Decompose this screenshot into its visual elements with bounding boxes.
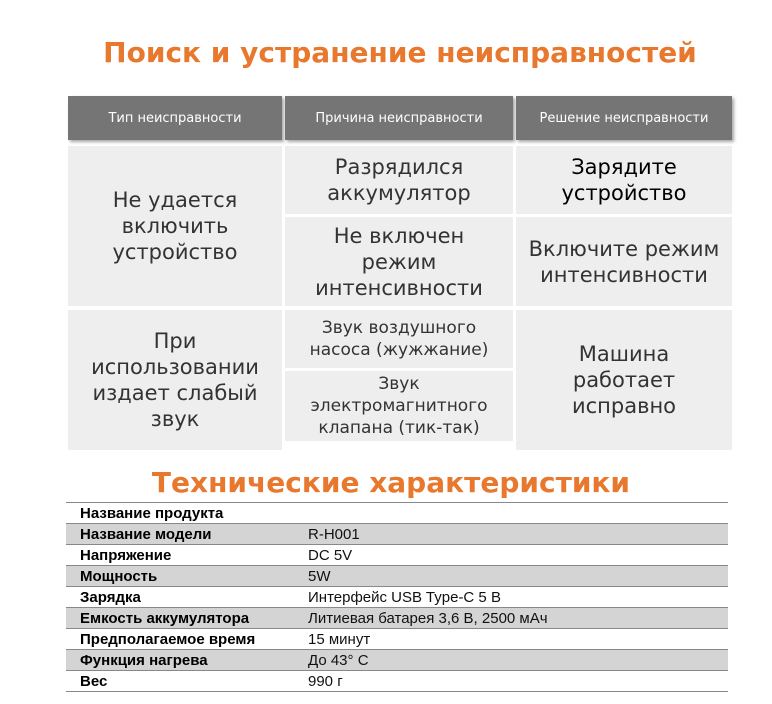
spec-row <box>66 671 728 692</box>
specs-title: Технические характеристики <box>151 466 631 499</box>
fault-type-cell: При использовании издает слабый звук <box>68 310 282 450</box>
spec-row <box>66 650 728 671</box>
spec-row <box>66 629 728 650</box>
spec-key: Напряжение <box>80 546 172 564</box>
specs-table <box>66 502 728 692</box>
spec-value: R-H001 <box>308 525 360 543</box>
spec-key: Емкость аккумулятора <box>80 609 250 627</box>
spec-row <box>66 566 728 587</box>
fault-cause-cell: Разрядился аккумулятор <box>285 146 513 214</box>
spec-key: Название модели <box>80 525 212 543</box>
spec-key: Предполагаемое время <box>80 630 256 648</box>
header-fault-type: Тип неисправности <box>68 96 282 140</box>
spec-value: Интерфейс USB Type-C 5 В <box>308 588 501 606</box>
fault-solution-cell: Включите режим интенсивности <box>516 217 732 306</box>
fault-cause-cell: Звук воздушного насоса (жужжание) <box>285 310 513 368</box>
spec-row <box>66 545 728 566</box>
spec-row <box>66 587 728 608</box>
header-fault-solution: Решение неисправности <box>516 96 732 140</box>
fault-cause-cell: Не включен режим интенсивности <box>285 217 513 306</box>
spec-key: Название продукта <box>80 504 224 522</box>
spec-value: Литиевая батарея 3,6 В, 2500 мАч <box>308 609 548 627</box>
fault-type-cell: Не удается включить устройство <box>68 146 282 306</box>
spec-key: Мощность <box>80 567 158 585</box>
spec-key: Функция нагрева <box>80 651 208 669</box>
fault-solution-cell: Машина работает исправно <box>516 310 732 450</box>
spec-row <box>66 503 728 524</box>
spec-row <box>66 524 728 545</box>
spec-value: До 43° C <box>308 651 369 669</box>
spec-value: 5W <box>308 567 331 585</box>
spec-key: Зарядка <box>80 588 141 606</box>
spec-value: DC 5V <box>308 546 353 564</box>
spec-value: 15 минут <box>308 630 371 648</box>
troubleshooting-title: Поиск и устранение неисправностей <box>103 36 697 69</box>
spec-value: 990 г <box>308 672 343 690</box>
header-fault-cause: Причина неисправности <box>285 96 513 140</box>
fault-solution-cell: Зарядите устройство <box>516 146 732 214</box>
spec-key: Вес <box>80 672 108 690</box>
fault-cause-cell: Звук электромагнитного клапана (тик-так) <box>285 371 513 441</box>
spec-row <box>66 608 728 629</box>
